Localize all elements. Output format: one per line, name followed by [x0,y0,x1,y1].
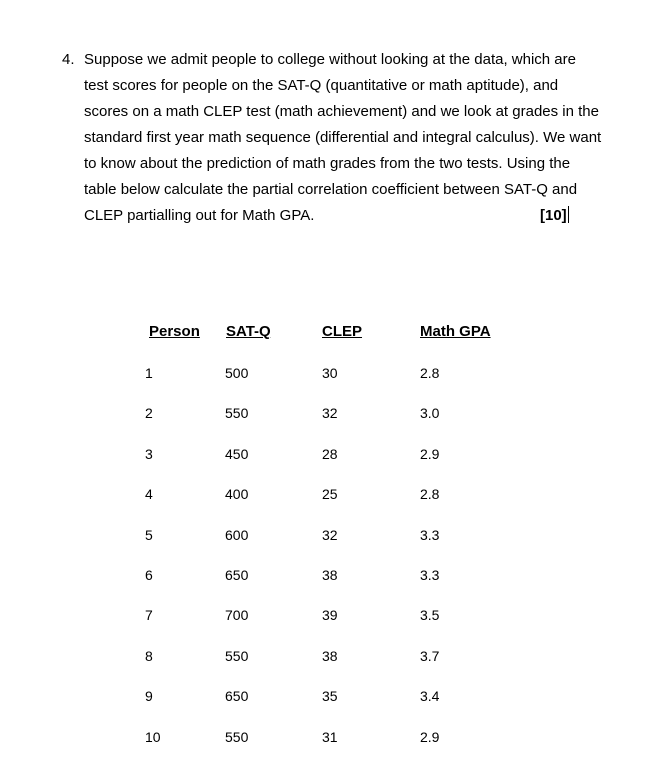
cell-sat-q: 550 [225,405,249,421]
cell-math-gpa: 2.9 [420,729,440,745]
cell-math-gpa: 2.8 [420,365,440,381]
cell-clep: 30 [322,365,338,381]
cell-person: 4 [145,486,153,502]
cell-person: 10 [145,729,161,745]
cell-sat-q: 500 [225,365,249,381]
question-number: 4. [62,51,75,68]
cell-clep: 38 [322,648,338,664]
cell-sat-q: 400 [225,486,249,502]
cell-person: 8 [145,648,153,664]
cell-person: 9 [145,688,153,704]
cell-person: 7 [145,607,153,623]
cell-clep: 38 [322,567,338,583]
cell-person: 6 [145,567,153,583]
cell-math-gpa: 3.3 [420,567,440,583]
cell-person: 1 [145,365,153,381]
cell-clep: 32 [322,405,338,421]
cell-math-gpa: 2.8 [420,486,440,502]
question-line: standard first year math sequence (differential and integral calculus). We want [84,129,602,146]
cell-sat-q: 650 [225,567,249,583]
header-math-gpa: Math GPA [420,323,491,340]
marks-value: [10] [540,207,567,224]
cell-clep: 39 [322,607,338,623]
cell-clep: 32 [322,527,338,543]
cell-sat-q: 450 [225,446,249,462]
cell-sat-q: 600 [225,527,249,543]
cell-math-gpa: 3.7 [420,648,440,664]
question-line: scores on a math CLEP test (math achievement) and we look at grades in the [84,103,599,120]
cell-person: 5 [145,527,153,543]
cell-math-gpa: 3.0 [420,405,440,421]
question-line: CLEP partialling out for Math GPA. [84,207,315,224]
question-line: table below calculate the partial correlation coefficient between SAT-Q and [84,181,578,198]
header-person: Person [149,323,200,340]
header-clep: CLEP [322,323,363,340]
question-line: test scores for people on the SAT-Q (quantitative or math aptitude), and [84,77,559,94]
cell-math-gpa: 2.9 [420,446,440,462]
cell-clep: 28 [322,446,338,462]
cell-clep: 35 [322,688,338,704]
question-line: to know about the prediction of math grades from the two tests. Using the [84,155,571,172]
cell-person: 3 [145,446,153,462]
header-sat-q: SAT-Q [226,323,271,340]
cell-sat-q: 550 [225,648,249,664]
cell-person: 2 [145,405,153,421]
question-line: Suppose we admit people to college without looking at the data, which are [84,51,576,68]
cell-math-gpa: 3.5 [420,607,440,623]
cell-sat-q: 650 [225,688,249,704]
cell-clep: 25 [322,486,338,502]
cell-clep: 31 [322,729,338,745]
cell-math-gpa: 3.3 [420,527,440,543]
cell-sat-q: 700 [225,607,249,623]
cell-sat-q: 550 [225,729,249,745]
cell-math-gpa: 3.4 [420,688,440,704]
